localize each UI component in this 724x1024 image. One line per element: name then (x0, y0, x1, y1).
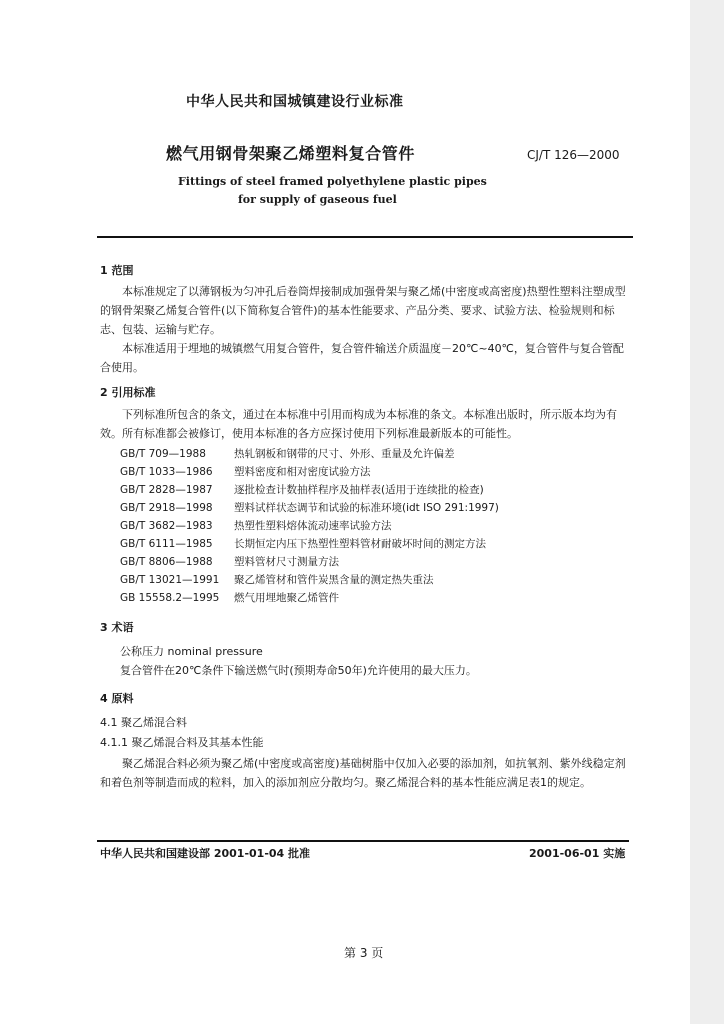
term-name: 公称压力 nominal pressure (120, 645, 263, 658)
section-2-intro: 下列标准所包含的条文，通过在本标准中引用而构成为本标准的条文。本标准出版时，所示版本均为有效。所有标准都会被修订，使用本标准的各方应探讨使用下列标准最新版本的可能性。 (100, 408, 617, 440)
reference-title: 热轧钢板和钢带的尺寸、外形、重量及允许偏差 (234, 448, 455, 460)
standard-title-en-line2: for supply of gaseous fuel (238, 193, 397, 206)
standard-title-en-line1: Fittings of steel framed polyethylene plastic pipes (178, 175, 487, 188)
issue-date: 中华人民共和国建设部 2001-01-04 批准 (100, 847, 311, 860)
term-definition: 复合管件在20℃条件下输送燃气时(预期寿命50年)允许使用的最大压力。 (120, 664, 477, 677)
reference-code: GB/T 13021—1991 (120, 574, 220, 586)
reference-title: 热塑性塑料熔体流动速率试验方法 (234, 520, 392, 532)
reference-code: GB/T 709—1988 (120, 448, 206, 460)
header-divider (97, 236, 633, 238)
reference-item (120, 571, 499, 589)
reference-title: 长期恒定内压下热塑性塑料管材耐破坏时间的测定方法 (234, 538, 486, 550)
reference-item (120, 499, 499, 517)
reference-item (120, 463, 499, 481)
section-4-1-heading: 4.1 聚乙烯混合料 (100, 716, 187, 729)
scan-edge (690, 0, 724, 1024)
reference-code: GB/T 1033—1986 (120, 466, 213, 478)
section-1-heading: 1 范围 (100, 264, 134, 277)
reference-code: GB/T 3682—1983 (120, 520, 213, 532)
reference-title: 聚乙烯管材和管件炭黑含量的测定热失重法 (234, 574, 434, 586)
section-4-1-1-heading: 4.1.1 聚乙烯混合料及其基本性能 (100, 736, 264, 749)
footer-divider (97, 840, 629, 842)
reference-item (120, 445, 499, 463)
reference-item (120, 589, 499, 607)
reference-item (120, 481, 499, 499)
section-3-heading: 3 术语 (100, 621, 134, 634)
implementation-date: 2001-06-01 实施 (529, 847, 626, 860)
reference-title: 塑料试样状态调节和试验的标准环境(idt ISO 291:1997) (234, 502, 499, 514)
page-number: 第 3 页 (344, 946, 384, 960)
reference-title: 逐批检查计数抽样程序及抽样表(适用于连续批的检查) (234, 484, 484, 496)
standard-code: CJ/T 126—2000 (527, 148, 620, 162)
ministry-heading: 中华人民共和国城镇建设行业标准 (186, 94, 404, 110)
reference-item (120, 553, 499, 571)
reference-item (120, 535, 499, 553)
reference-code: GB/T 2828—1987 (120, 484, 213, 496)
reference-title: 塑料管材尺寸测量方法 (234, 556, 339, 568)
section-4-1-1-paragraph: 聚乙烯混合料必须为聚乙烯(中密度或高密度)基础树脂中仅加入必要的添加剂，如抗氧剂、紫外线稳定剂和着色剂等制造而成的粒料，加入的添加剂应分散均匀。聚乙烯混合料的基本性能应满足表1的规定。 (100, 757, 626, 789)
section-2-heading: 2 引用标准 (100, 386, 156, 399)
reference-title: 燃气用埋地聚乙烯管件 (234, 592, 339, 604)
reference-list (120, 445, 499, 607)
section-4-heading: 4 原料 (100, 692, 134, 705)
reference-item (120, 517, 499, 535)
reference-code: GB/T 6111—1985 (120, 538, 213, 550)
reference-code: GB 15558.2—1995 (120, 592, 220, 604)
reference-code: GB/T 2918—1998 (120, 502, 213, 514)
reference-title: 塑料密度和相对密度试验方法 (234, 466, 371, 478)
section-1-paragraph-1: 本标准规定了以薄钢板为匀冲孔后卷筒焊接制成加强骨架与聚乙烯(中密度或高密度)热塑性塑料注塑成型的钢骨架聚乙烯复合管件(以下简称复合管件)的基本性能要求、产品分类、要求、试验方法、检验规则和标志、包装、运输与贮存。 (100, 285, 626, 336)
reference-code: GB/T 8806—1988 (120, 556, 213, 568)
standard-title-cn: 燃气用钢骨架聚乙烯塑料复合管件 (166, 144, 416, 163)
section-1-paragraph-2: 本标准适用于埋地的城镇燃气用复合管件，复合管件输送介质温度－20℃~40℃，复合管件与复合管配合使用。 (100, 342, 624, 374)
